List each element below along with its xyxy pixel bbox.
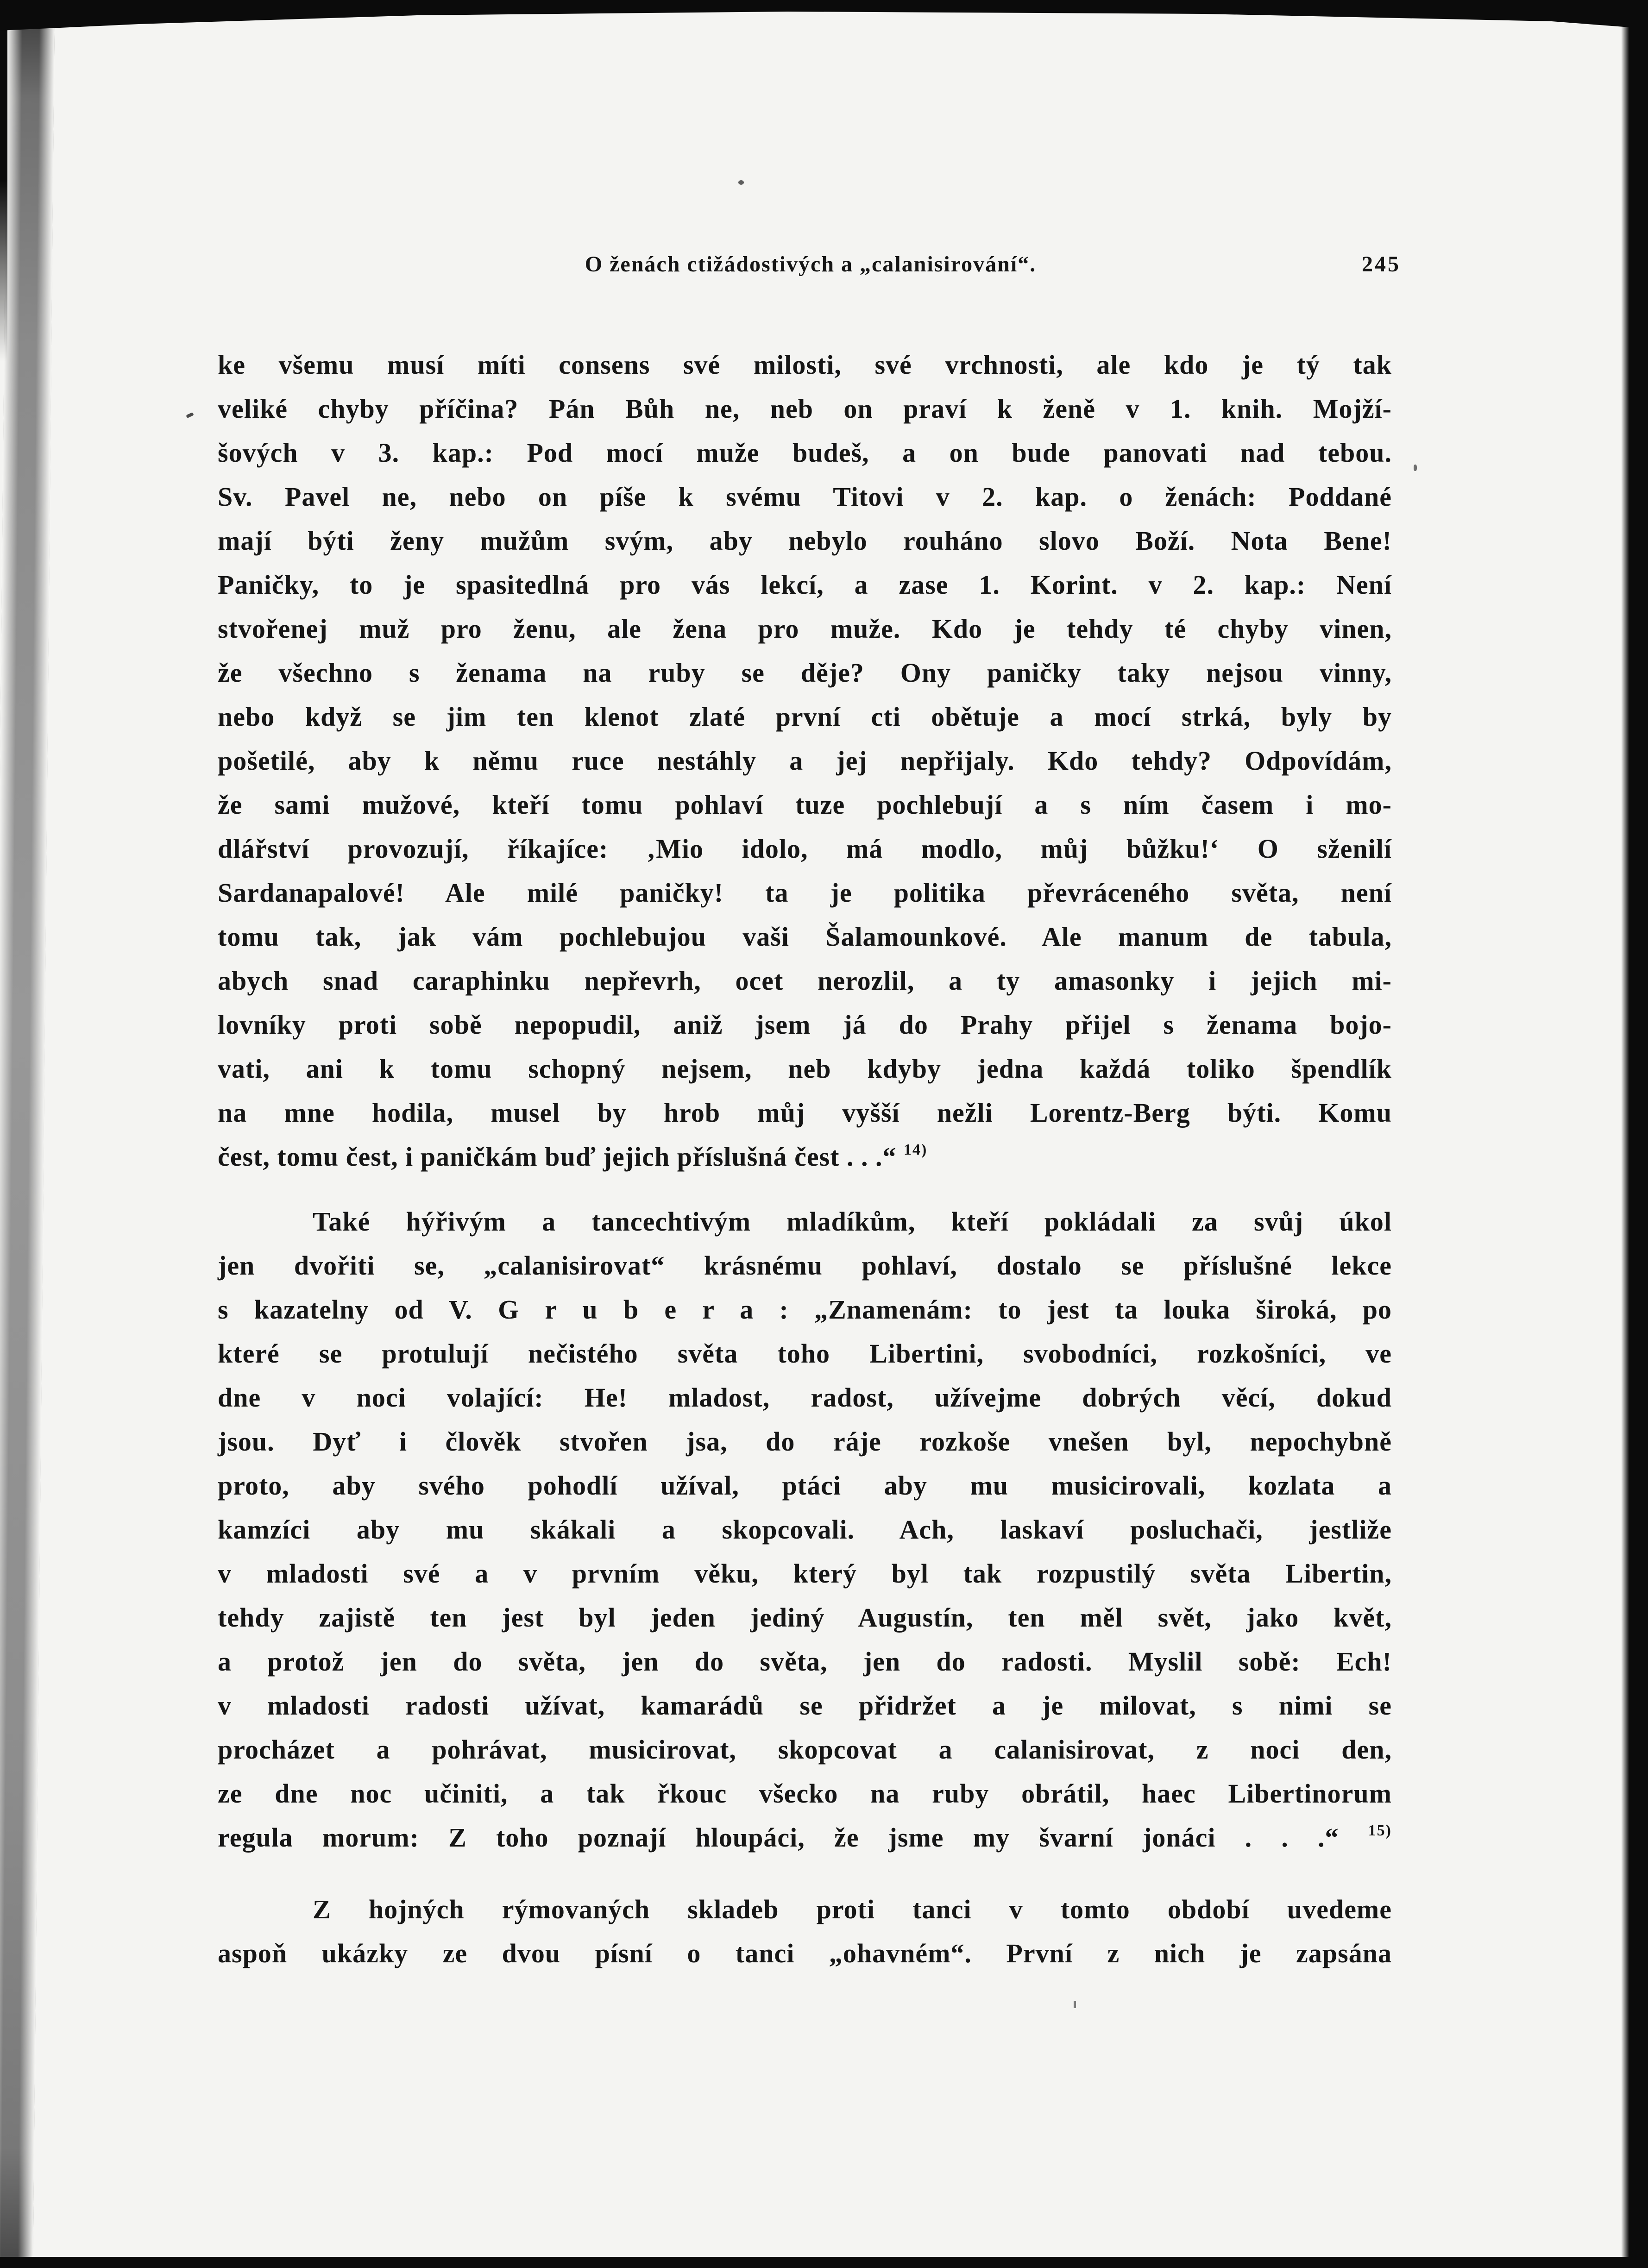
paragraph <box>218 343 1392 1179</box>
text-line: Z hojných rýmovaných skladeb proti tanci v tomto období uvedeme <box>313 1894 1392 1924</box>
scan-speck-icon <box>186 412 194 418</box>
page-number: 245 <box>1362 252 1401 276</box>
scan-speck-icon <box>738 180 744 185</box>
text-line: Sardanapalové! Ale milé paničky! ta je politika převráceného světa, není <box>218 878 1392 908</box>
text-line: Paničky, to je spasitedlná pro vás lekcí, a zase 1. Korint. v 2. kap.: Není <box>218 570 1392 600</box>
text-line: ze dne noc učiniti, a tak řkouc všecko na ruby obrátil, haec Libertinorum <box>218 1778 1392 1809</box>
scan-speck-icon <box>1074 2001 1076 2008</box>
text-line: jsou. Dyť i člověk stvořen jsa, do ráje rozkoše vnešen byl, nepochybně <box>218 1426 1392 1457</box>
text-line: čest, tomu čest, i paničkám buď jejich příslušná čest . . .“ $^{14)}$ <box>218 1141 928 1172</box>
paragraph <box>218 1887 1392 1975</box>
text-block <box>218 343 1392 1975</box>
text-line: regula morum: Z toho poznají hloupáci, že jsme my švarní jonáci . . .“ $^{15)}$ <box>218 1822 1392 1853</box>
paragraph <box>218 1200 1392 1860</box>
text-line: šových v 3. kap.: Pod mocí muže budeš, a on bude panovati nad tebou. <box>218 438 1392 468</box>
text-line: abych snad caraphinku nepřevrh, ocet nerozlil, a ty amasonky i jejich mi- <box>218 966 1392 996</box>
text-line: aspoň ukázky ze dvou písní o tanci „ohavném“. První z nich je zapsána <box>218 1938 1392 1968</box>
text-line: jen dvořiti se, „calanisirovat“ krásnému pohlaví, dostalo se příslušné lekce <box>218 1250 1392 1281</box>
text-line: ke všemu musí míti consens své milosti, své vrchnosti, ale kdo je tý tak <box>218 350 1392 380</box>
text-line: tomu tak, jak vám pochlebujou vaši Šalamounkové. Ale manum de tabula, <box>218 922 1392 952</box>
text-line: mají býti ženy mužům svým, aby nebylo rouháno slovo Boží. Nota Bene! <box>218 526 1392 556</box>
text-line: pošetilé, aby k němu ruce nestáhly a jej nepřijaly. Kdo tehdy? Odpovídám, <box>218 746 1392 776</box>
text-line: procházet a pohrávat, musicirovat, skopcovat a calanisirovat, z noci den, <box>218 1734 1392 1765</box>
text-line: Sv. Pavel ne, nebo on píše k svému Titovi v 2. kap. o ženách: Poddané <box>218 482 1392 512</box>
text-line: a protož jen do světa, jen do světa, jen do radosti. Myslil sobě: Ech! <box>218 1646 1392 1677</box>
text-line: nebo když se jim ten klenot zlaté první cti obětuje a mocí strká, byly by <box>218 702 1392 732</box>
scan-bottom-edge <box>0 2257 1648 2268</box>
footnote-marker: 15) <box>1368 1822 1392 1839</box>
text-line: vati, ani k tomu schopný nejsem, neb kdyby jedna každá toliko špendlík <box>218 1054 1392 1084</box>
text-line: které se protulují nečistého světa toho Libertini, svobodníci, rozkošníci, ve <box>218 1338 1392 1369</box>
chapter-title: O ženách ctižádostivých a „calanisirování“. <box>585 252 1037 276</box>
text-line: na mne hodila, musel by hrob můj vyšší nežli Lorentz-Berg býti. Komu <box>218 1098 1392 1128</box>
text-line: lovníky proti sobě nepopudil, aniž jsem já do Prahy přijel s ženama bojo- <box>218 1010 1392 1040</box>
text-line: tehdy zajistě ten jest byl jeden jediný Augustín, ten měl svět, jako květ, <box>218 1602 1392 1633</box>
text-line: Také hýřivým a tancechtivým mladíkům, kteří pokládali za svůj úkol <box>313 1206 1392 1237</box>
scan-right-edge <box>1621 0 1648 2268</box>
scan-gutter-shadow <box>0 8 55 2261</box>
text-line: v mladosti radosti užívat, kamarádů se přidržet a je milovat, s nimi se <box>218 1690 1392 1721</box>
scan-speck-icon <box>1414 465 1417 471</box>
text-line: dlářství provozují, říkajíce: ‚Mio idolo, má modlo, můj bůžku!‘ O sženilí <box>218 834 1392 864</box>
scan-top-edge <box>0 0 1648 32</box>
text-line: s kazatelny od V. G r u b e r a : „Znamenám: to jest ta louka široká, po <box>218 1294 1392 1325</box>
footnote-marker: 14) <box>903 1141 928 1158</box>
text-line: veliké chyby příčina? Pán Bůh ne, neb on praví k ženě v 1. knih. Mojží- <box>218 394 1392 424</box>
text-line: že všechno s ženama na ruby se děje? Ony paničky taky nejsou vinny, <box>218 658 1392 688</box>
text-line: dne v noci volající: He! mladost, radost, užívejme dobrých věcí, dokud <box>218 1382 1392 1413</box>
text-line: v mladosti své a v prvním věku, který byl tak rozpustilý světa Libertin, <box>218 1558 1392 1589</box>
text-line: kamzíci aby mu skákali a skopcovali. Ach, laskaví posluchači, jestliže <box>218 1514 1392 1545</box>
running-head <box>218 250 1403 287</box>
text-line: že sami mužové, kteří tomu pohlaví tuze pochlebují a s ním časem i mo- <box>218 790 1392 820</box>
text-line: proto, aby svého pohodlí užíval, ptáci aby mu musicirovali, kozlata a <box>218 1470 1392 1501</box>
scan-left-edge <box>0 0 7 361</box>
text-line: stvořenej muž pro ženu, ale žena pro muže. Kdo je tehdy té chyby vinen, <box>218 614 1392 644</box>
